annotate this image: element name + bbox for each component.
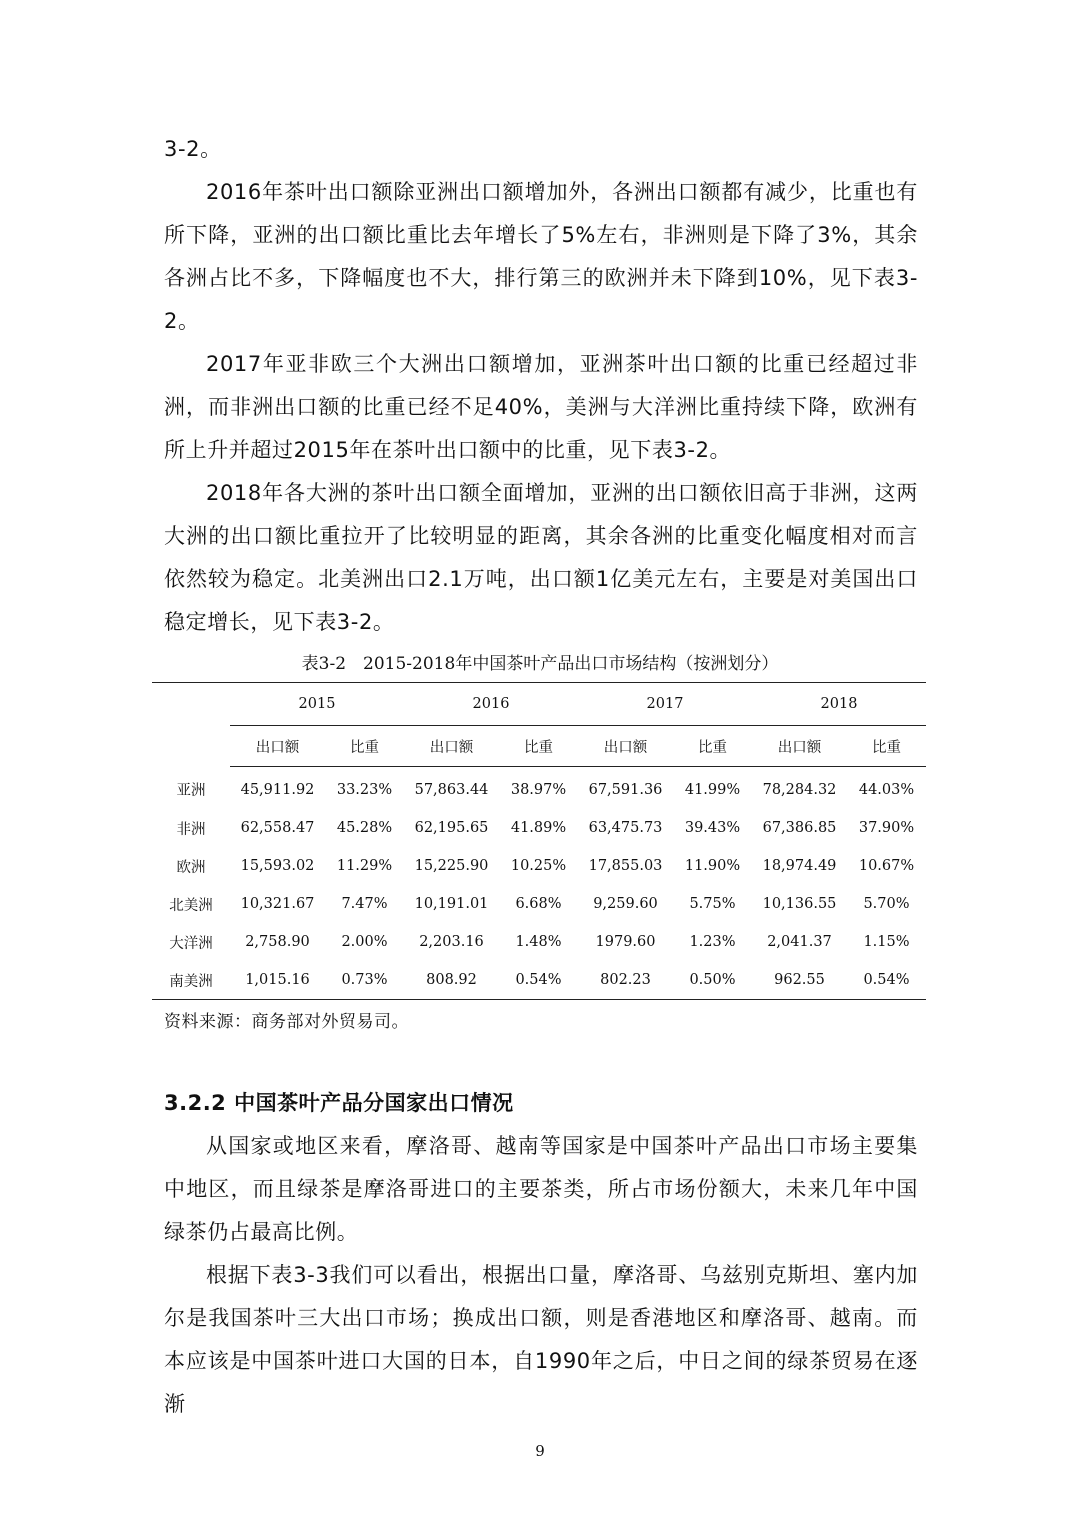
section-heading: 3.2.2 中国茶叶产品分国家出口情况: [164, 1091, 514, 1115]
table-row: [152, 767, 926, 810]
region-cell: 亚洲: [176, 783, 206, 800]
amount-cell: 67,591.36: [588, 782, 663, 798]
share-cell: 44.03%: [858, 782, 915, 798]
year-header: 2015: [230, 683, 404, 726]
amount-cell: 15,593.02: [240, 858, 315, 874]
table-caption: 表3-2 2015-2018年中国茶叶产品出口市场结构（按洲划分）: [301, 654, 779, 674]
paragraph-2016: 2016年茶叶出口额除亚洲出口额增加外，各洲出口额都有减少，比重也有所下降，亚洲的出口额比重比去年增长了5%左右，非洲则是下降了3%，其余各洲占比不多，下降幅度也不大，排行第三的欧洲并未下降到10%，见下表3-2。: [164, 180, 918, 333]
share-cell: 11.90%: [684, 858, 741, 874]
table-corner-cell: [152, 683, 230, 767]
share-cell: 45.28%: [336, 820, 393, 836]
paragraph-2017: 2017年亚非欧三个大洲出口额增加，亚洲茶叶出口额的比重已经超过非洲，而非洲出口额的比重已经不足40%，美洲与大洋洲比重持续下降，欧洲有所上升并超过2015年在茶叶出口额中的比重，见下表3-2。: [164, 352, 918, 462]
paragraph-table-3-3: 根据下表3-3我们可以看出，根据出口量，摩洛哥、乌兹别克斯坦、塞内加尔是我国茶叶三大出口市场；换成出口额，则是香港地区和摩洛哥、越南。而本应该是中国茶叶进口大国的日本，自1990年之后，中日之间的绿茶贸易在逐渐: [164, 1263, 918, 1416]
subheader-share: 比重: [847, 726, 926, 767]
share-cell: 6.68%: [515, 896, 562, 912]
share-cell: 1.48%: [515, 934, 562, 950]
region-cell: 欧洲: [176, 859, 206, 876]
amount-cell: 45,911.92: [240, 782, 315, 798]
share-cell: 2.00%: [341, 934, 388, 950]
share-cell: 7.47%: [341, 896, 388, 912]
subheader-share: 比重: [673, 726, 752, 767]
share-cell: 11.29%: [336, 858, 393, 874]
region-cell: 大洋洲: [169, 935, 213, 952]
share-cell: 0.54%: [847, 961, 926, 1000]
share-cell: 1.15%: [863, 934, 910, 950]
share-cell: 38.97%: [510, 782, 567, 798]
amount-cell: 63,475.73: [588, 820, 663, 836]
amount-cell: 802.23: [578, 961, 673, 1000]
share-cell: 33.23%: [336, 782, 393, 798]
region-cell: 非洲: [176, 821, 206, 838]
body-text-bottom: [164, 1125, 918, 1426]
subheader-share: 比重: [499, 726, 578, 767]
region-cell: 南美洲: [152, 961, 230, 1000]
amount-cell: 18,974.49: [762, 858, 837, 874]
subheader-amount: 出口额: [578, 726, 673, 767]
amount-cell: 2,758.90: [245, 934, 310, 950]
share-cell: 41.89%: [510, 820, 567, 836]
table-row: [152, 809, 926, 847]
share-cell: 39.43%: [684, 820, 741, 836]
share-cell: 0.73%: [325, 961, 404, 1000]
amount-cell: 962.55: [752, 961, 847, 1000]
amount-cell: 2,041.37: [767, 934, 832, 950]
page-number: 9: [535, 1442, 545, 1460]
table-source-note: 资料来源：商务部对外贸易司。: [164, 1012, 409, 1032]
table-row: [152, 923, 926, 961]
share-cell: 0.50%: [673, 961, 752, 1000]
share-cell: 5.70%: [863, 896, 910, 912]
amount-cell: 62,558.47: [240, 820, 315, 836]
share-cell: 10.67%: [858, 858, 915, 874]
amount-cell: 808.92: [404, 961, 499, 1000]
amount-cell: 62,195.65: [414, 820, 489, 836]
share-cell: 5.75%: [689, 896, 736, 912]
body-text-top: [164, 128, 918, 644]
subheader-share: 比重: [325, 726, 404, 767]
share-cell: 10.25%: [510, 858, 567, 874]
amount-cell: 17,855.03: [588, 858, 663, 874]
share-cell: 0.54%: [499, 961, 578, 1000]
amount-cell: 9,259.60: [593, 896, 658, 912]
amount-cell: 1979.60: [595, 934, 656, 950]
table-year-row: [152, 683, 926, 726]
table-row: [152, 961, 926, 1000]
export-structure-table: [152, 682, 926, 1000]
paragraph-2018: 2018年各大洲的茶叶出口额全面增加，亚洲的出口额依旧高于非洲，这两大洲的出口额比重拉开了比较明显的距离，其余各洲的比重变化幅度相对而言依然较为稳定。北美洲出口2.1万吨，出口额1亿美元左右，主要是对美国出口稳定增长，见下表3-2。: [164, 481, 918, 634]
amount-cell: 1,015.16: [230, 961, 325, 1000]
subheader-amount: 出口额: [404, 726, 499, 767]
table-row: [152, 847, 926, 885]
paragraph-country-overview: 从国家或地区来看，摩洛哥、越南等国家是中国茶叶产品出口市场主要集中地区，而且绿茶是摩洛哥进口的主要茶类，所占市场份额大，未来几年中国绿茶仍占最高比例。: [164, 1134, 918, 1244]
amount-cell: 57,863.44: [414, 782, 489, 798]
subheader-amount: 出口额: [230, 726, 325, 767]
year-header: 2018: [752, 683, 926, 726]
amount-cell: 78,284.32: [762, 782, 837, 798]
amount-cell: 10,191.01: [414, 896, 489, 912]
amount-cell: 67,386.85: [762, 820, 837, 836]
region-cell: 北美洲: [169, 897, 213, 914]
share-cell: 1.23%: [689, 934, 736, 950]
year-header: 2017: [578, 683, 752, 726]
year-header: 2016: [404, 683, 578, 726]
table-body: [152, 767, 926, 1000]
share-cell: 37.90%: [858, 820, 915, 836]
amount-cell: 10,321.67: [240, 896, 315, 912]
amount-cell: 15,225.90: [414, 858, 489, 874]
share-cell: 41.99%: [684, 782, 741, 798]
subheader-amount: 出口额: [752, 726, 847, 767]
table-subheader-row: [152, 726, 926, 767]
amount-cell: 2,203.16: [419, 934, 484, 950]
table-row: [152, 885, 926, 923]
amount-cell: 10,136.55: [762, 896, 837, 912]
paragraph-continuation: 3-2。: [164, 137, 222, 161]
